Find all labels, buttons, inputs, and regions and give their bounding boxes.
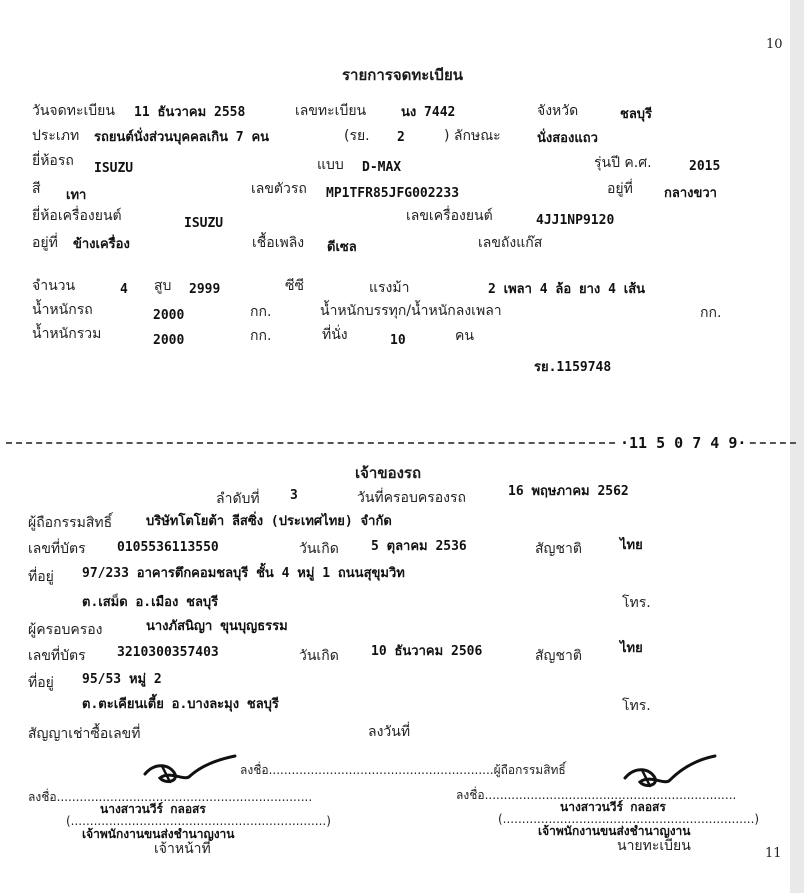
holder-tel-label: โทร. — [622, 595, 651, 611]
fuel: ดีเซล — [327, 240, 357, 255]
signature-left — [140, 752, 240, 792]
registration-title: รายการจดทะเบียน — [342, 66, 463, 84]
registrar-sign-line: ลงชื่อ.................................................................. — [456, 788, 737, 802]
possessor-name: นางภัสนิญา ขุนบุญธรรม — [146, 619, 288, 634]
holder-label: ผู้ถือกรรมสิทธิ์ — [28, 515, 113, 531]
holder-address-line1: 97/233 อาคารตึกคอมชลบุรี ชั้น 4 หมู่ 1 ถนนสุขุมวิท — [82, 566, 405, 581]
page-edge — [790, 0, 804, 893]
year: 2015 — [689, 159, 721, 174]
registrar-position: เจ้าพนักงานขนส่งชำนาญงาน — [538, 824, 691, 838]
possession-date-label: วันที่ครอบครองรถ — [357, 490, 466, 506]
color-label: สี — [32, 181, 41, 197]
seats-label: ที่นั่ง — [322, 327, 348, 343]
sequence-label: ลำดับที่ — [216, 491, 260, 507]
fuel-label: เชื้อเพลิง — [252, 235, 305, 251]
page-number-top: 10 — [766, 37, 783, 52]
possessor-nationality-label: สัญชาติ — [535, 648, 582, 664]
holder-name: บริษัทโตโยต้า ลีสซิ่ง (ประเทศไทย) จำกัด — [146, 514, 392, 529]
province-label: จังหวัด — [537, 103, 579, 119]
horsepower-label: แรงม้า — [369, 280, 410, 296]
chassis-location: กลางขวา — [664, 186, 717, 201]
engine-location: ข้างเครื่อง — [73, 237, 130, 252]
registrar-role: นายทะเบียน — [617, 838, 691, 854]
lease-date-label: ลงวันที่ — [368, 724, 411, 740]
seats: 10 — [390, 333, 406, 348]
chassis-label: เลขตัวรถ — [251, 181, 307, 197]
page-number-bottom: 11 — [765, 846, 782, 861]
possessor-address-line2: ต.ตะเคียนเตี้ย อ.บางละมุง ชลบุรี — [82, 697, 279, 712]
possessor-nationality: ไทย — [620, 641, 643, 656]
plate-label: เลขทะเบียน — [295, 103, 367, 119]
possessor-id-label: เลขที่บัตร — [28, 648, 86, 664]
chassis-number: MP1TFR85JFG002233 — [326, 186, 460, 201]
officer-sign-line: ลงชื่อ................................................................... — [28, 790, 313, 804]
holder-sign-line: ลงชื่อ...........................................................ผู้ถือกรรมสิทธิ์ — [240, 763, 566, 777]
color: เทา — [66, 188, 87, 203]
holder-id-label: เลขที่บัตร — [28, 541, 86, 557]
holder-address-line2: ต.เสม็ด อ.เมือง ชลบุรี — [82, 595, 219, 610]
possessor-birth: 10 ธันวาคม 2506 — [371, 644, 483, 659]
reg-date-label: วันจดทะเบียน — [32, 103, 115, 119]
gross-weight-unit: กก. — [250, 328, 272, 344]
plate: นง 7442 — [401, 105, 456, 120]
vehicle-type: รถยนต์นั่งส่วนบุคคลเกิน 7 คน — [94, 130, 270, 145]
cylinder-label: สูบ — [154, 278, 172, 294]
load-unit: กก. — [700, 305, 722, 321]
holder-birth-label: วันเกิด — [299, 541, 339, 557]
ry-label: (รย. — [344, 128, 370, 144]
holder-nationality: ไทย — [620, 538, 643, 553]
engine-location-label: อยู่ที่ — [32, 235, 58, 251]
registrar-paren: (..................................................................) — [498, 812, 760, 826]
model: D-MAX — [362, 160, 402, 175]
brand: ISUZU — [94, 161, 134, 176]
holder-address-label: ที่อยู่ — [28, 569, 54, 585]
holder-birth: 5 ตุลาคม 2536 — [371, 539, 467, 554]
engine-number-label: เลขเครื่องยนต์ — [406, 208, 493, 224]
weight: 2000 — [153, 308, 185, 323]
cc-label: ซีซี — [285, 278, 305, 294]
reference-number: รย.1159748 — [534, 360, 612, 375]
characteristic: นั่งสองแถว — [537, 131, 598, 146]
possessor-label: ผู้ครอบครอง — [28, 622, 103, 638]
gas-tank-label: เลขถังแก๊ส — [478, 235, 543, 251]
owner-title: เจ้าของรถ — [355, 464, 422, 482]
weight-unit: กก. — [250, 304, 272, 320]
cylinder-count: 4 — [120, 282, 128, 297]
holder-id: 0105536113550 — [117, 540, 219, 555]
year-label: รุ่นปี ค.ศ. — [594, 155, 652, 171]
load-label: น้ำหนักบรรทุก/น้ำหนักลงเพลา — [320, 303, 502, 319]
model-label: แบบ — [317, 157, 344, 173]
gross-weight-label: น้ำหนักรวม — [32, 326, 102, 342]
type-label: ประเภท — [32, 128, 80, 144]
weight-label: น้ำหนักรถ — [32, 302, 93, 318]
cc-value: 2999 — [189, 282, 221, 297]
officer-role: เจ้าหน้าที่ — [154, 841, 211, 857]
registrar-name: นางสาวนวีร์ กลอสร — [560, 800, 666, 814]
reg-date: 11 ธันวาคม 2558 — [134, 105, 246, 120]
axles-wheels: 2 เพลา 4 ล้อ ยาง 4 เส้น — [488, 282, 646, 297]
torn-text: ·11 5 0 7 4 9· — [620, 434, 747, 452]
officer-paren: (...................................................................) — [66, 814, 331, 828]
possessor-tel-label: โทร. — [622, 698, 651, 714]
count-label: จำนวน — [32, 278, 76, 294]
brand-label: ยี่ห้อรถ — [32, 153, 74, 169]
province: ชลบุรี — [620, 107, 653, 122]
characteristic-label: ) ลักษณะ — [444, 128, 501, 144]
chassis-location-label: อยู่ที่ — [607, 181, 633, 197]
possessor-birth-label: วันเกิด — [299, 648, 339, 664]
engine-brand: ISUZU — [184, 216, 224, 231]
seats-unit: คน — [455, 328, 474, 344]
possession-date: 16 พฤษภาคม 2562 — [508, 484, 629, 499]
officer-position: เจ้าพนักงานขนส่งชำนาญงาน — [82, 827, 235, 841]
lease-contract-label: สัญญาเช่าซื้อเลขที่ — [28, 726, 141, 742]
possessor-id: 3210300357403 — [117, 645, 219, 660]
engine-number: 4JJ1NP9120 — [536, 213, 615, 228]
possessor-address-label: ที่อยู่ — [28, 675, 54, 691]
officer-name: นางสาวนวีร์ กลอสร — [100, 802, 206, 816]
holder-nationality-label: สัญชาติ — [535, 541, 582, 557]
gross-weight: 2000 — [153, 333, 185, 348]
ry-value: 2 — [397, 130, 405, 145]
engine-brand-label: ยี่ห้อเครื่องยนต์ — [32, 208, 122, 224]
sequence: 3 — [290, 488, 298, 503]
possessor-address-line1: 95/53 หมู่ 2 — [82, 672, 162, 687]
